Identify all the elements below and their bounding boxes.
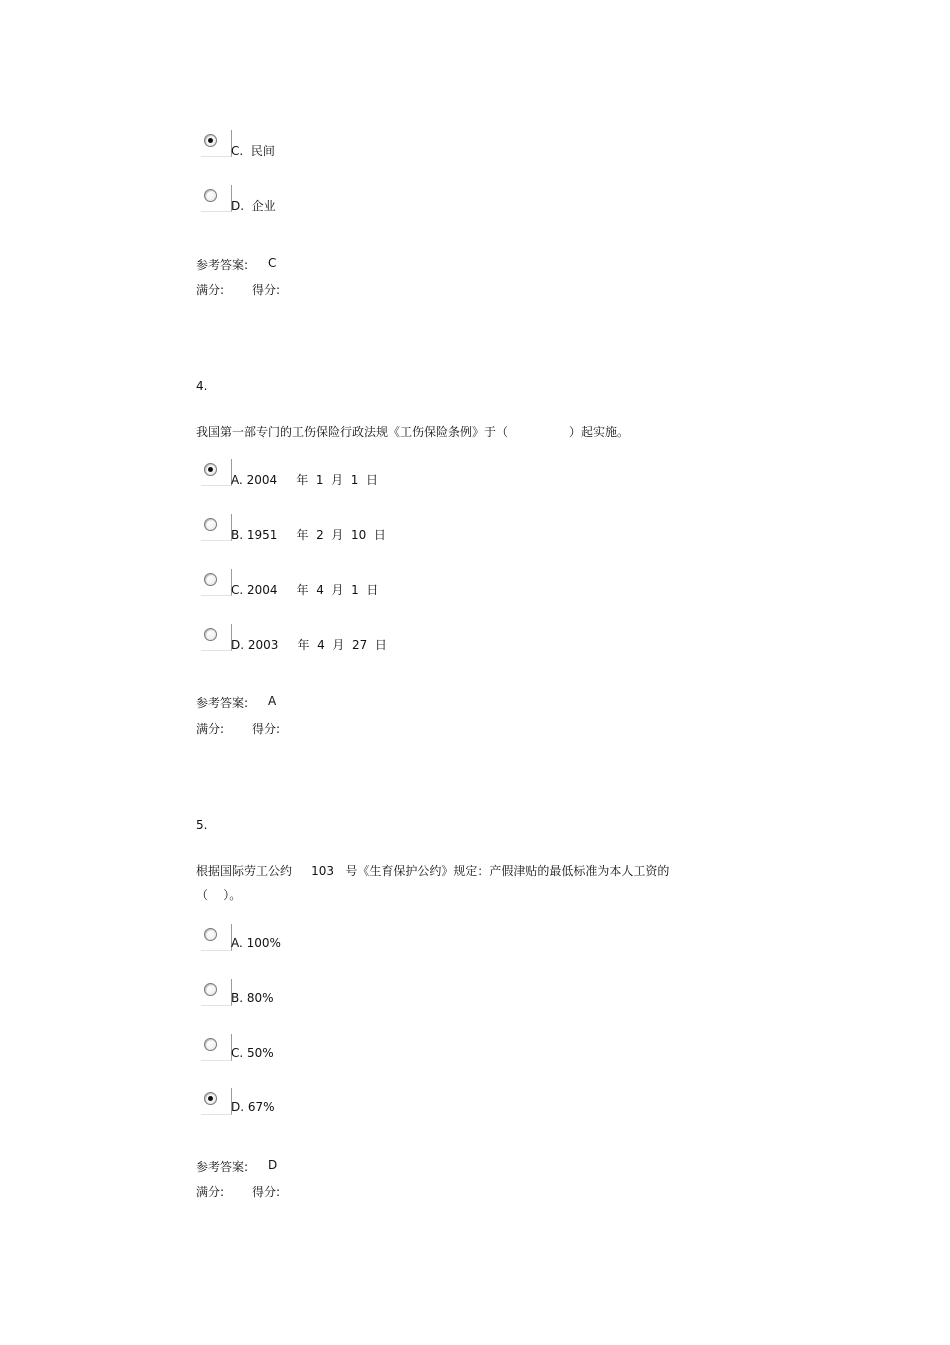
question-text-line-2: （ ）。 [196,888,242,902]
question-text-line-1: 根据国际劳工公约 103 号《生育保护公约》规定：产假津贴的最低标准为本人工资的 [196,864,670,878]
radio-selected-dot-icon [208,1096,213,1101]
question-number: 4. [196,379,208,393]
score-total-label: 满分: [196,722,225,736]
radio-q5-c[interactable] [201,1034,231,1060]
answer-value: C [268,256,277,270]
answer-value: D [268,1158,278,1172]
radio-circle-icon [204,628,217,641]
score-got-label: 得分: [252,722,281,736]
score-got-label: 得分: [252,1185,281,1199]
radio-circle-icon [204,573,217,586]
answer-value: A [268,694,277,708]
option-label-q3-d: D. 企业 [231,199,276,213]
radio-circle-icon [204,518,217,531]
option-label-q5-c: C. 50% [231,1046,274,1060]
question-number: 5. [196,818,208,832]
radio-q5-a[interactable] [201,924,231,950]
radio-q4-b[interactable] [201,514,231,540]
answer-label: 参考答案: [196,1160,249,1174]
radio-q4-a[interactable] [201,459,231,485]
option-label-q4-d: D. 2003 年 4 月 27 日 [231,638,387,652]
option-label-q4-c: C. 2004 年 4 月 1 日 [231,583,379,597]
question-text: 我国第一部专门的工伤保险行政法规《工伤保险条例》于（ ）起实施。 [196,425,630,439]
option-label-q4-b: B. 1951 年 2 月 10 日 [231,528,386,542]
radio-circle-icon [204,1038,217,1051]
option-label-q4-a: A. 2004 年 1 月 1 日 [231,473,379,487]
radio-q4-c[interactable] [201,569,231,595]
score-total-label: 满分: [196,283,225,297]
score-total-label: 满分: [196,1185,225,1199]
option-label-q3-c: C. 民间 [231,144,275,158]
radio-circle-icon [204,928,217,941]
option-label-q5-b: B. 80% [231,991,274,1005]
radio-q3-c[interactable] [201,130,231,156]
score-got-label: 得分: [252,283,281,297]
option-label-q5-a: A. 100% [231,936,281,950]
radio-q4-d[interactable] [201,624,231,650]
radio-selected-dot-icon [208,467,213,472]
radio-circle-icon [204,189,217,202]
answer-label: 参考答案: [196,696,249,710]
radio-selected-dot-icon [208,138,213,143]
radio-circle-icon [204,983,217,996]
radio-q3-d[interactable] [201,185,231,211]
option-label-q5-d: D. 67% [231,1100,275,1114]
answer-label: 参考答案: [196,258,249,272]
radio-q5-d[interactable] [201,1088,231,1114]
radio-q5-b[interactable] [201,979,231,1005]
